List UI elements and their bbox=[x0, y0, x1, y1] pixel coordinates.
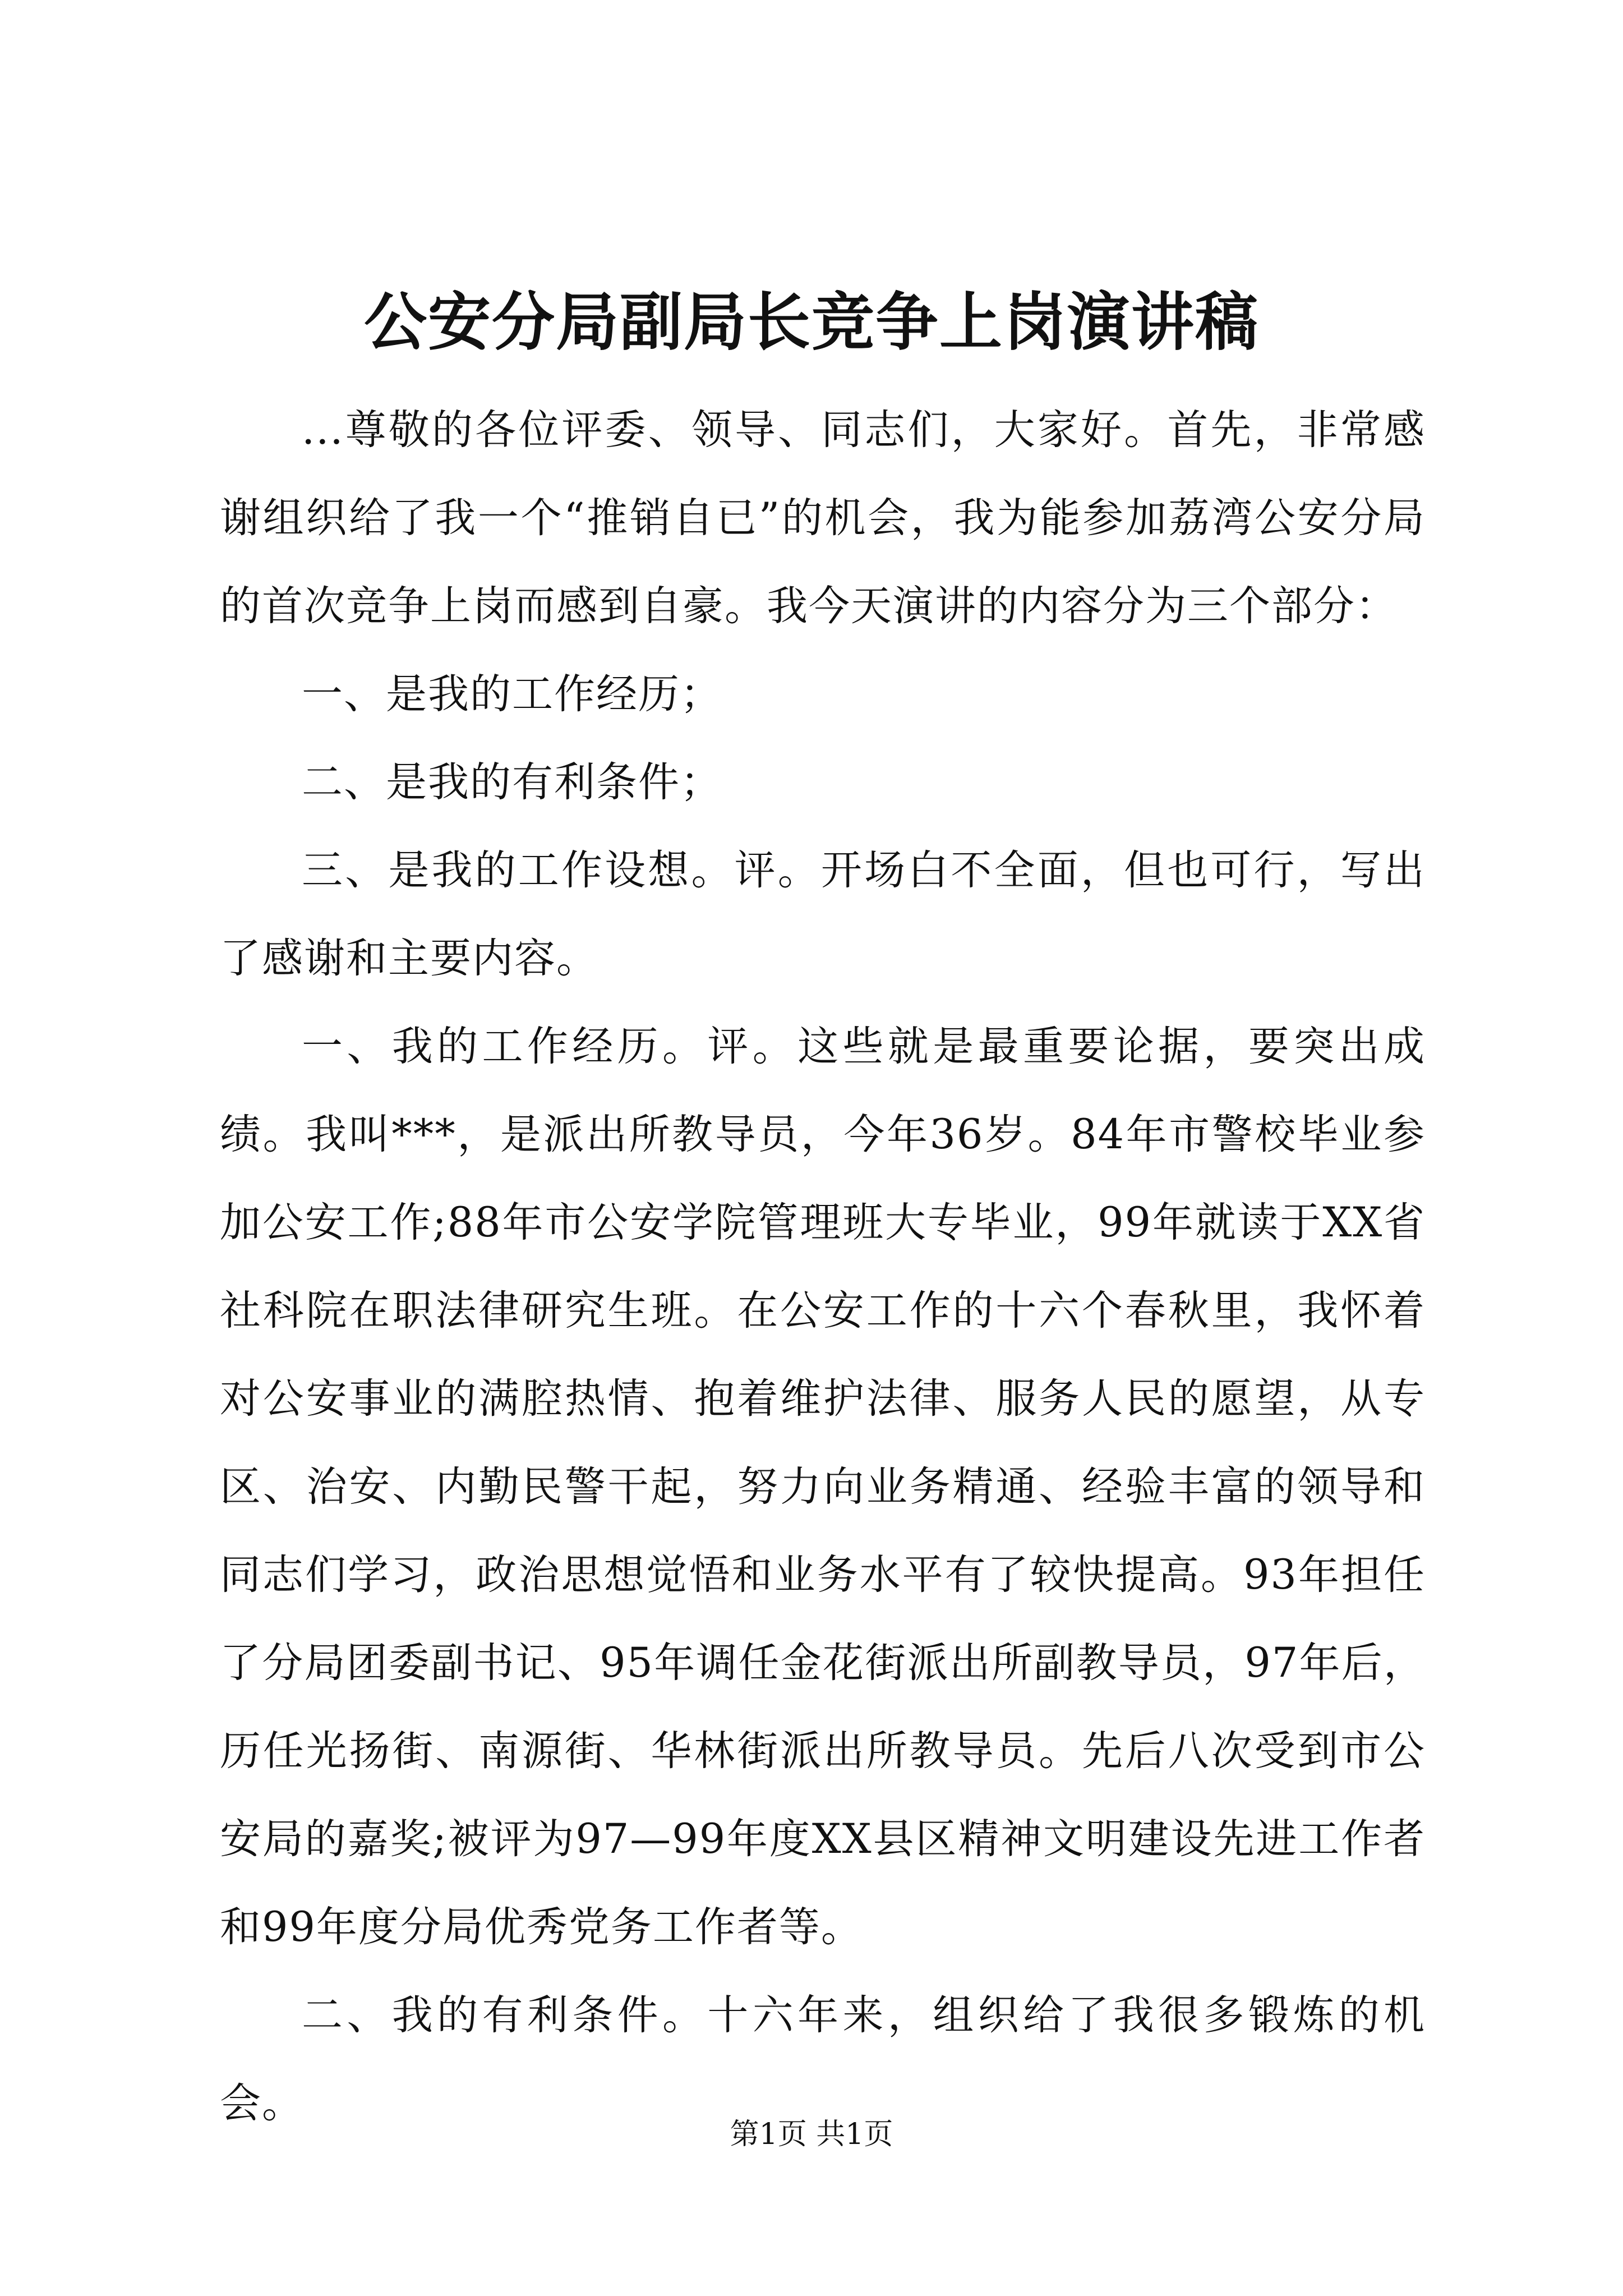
document-body bbox=[220, 386, 1426, 2147]
paragraph-outline-2: 二、是我的有利条件； bbox=[302, 758, 722, 806]
paragraph-advantages: 二、我的有利条件。十六年来，组织给了我很多锻炼的机会。 bbox=[220, 1991, 1426, 2127]
paragraph-intro: ...尊敬的各位评委、领导、同志们，大家好。首先，非常感谢组织给了我一个“推销自已”的机会，我为能参加荔湾公安分局的首次竞争上岗而感到自豪。我今天演讲的内容分为三个部分： bbox=[220, 406, 1426, 630]
page-footer: 第1页 共1页 bbox=[730, 2118, 893, 2151]
paragraph-work-experience: 一、我的工作经历。评。这些就是最重要论据，要突出成绩。我叫***，是派出所教导员，今年36岁。84年市警校毕业参加公安工作;88年市公安学院管理班大专毕业，99年就读于XX省社科院在职法律研究生班。在公安工作的十六个春秋里，我怀着对公安事业的满腔热情、抱着维护法律、服务人民的愿望，从专区、治安、内勤民警干起，努力向业务精通、经验丰富的领导和同志们学习，政治思想觉悟和业务水平有了较快提高。93年担任了分局团委副书记、95年调任金花街派出所副教导员，97年后，历任光扬街、南源街、华林街派出所教导员。先后八次受到市公安局的嘉奖;被评为97—99年度XX县区精神文明建设先进工作者和99年度分局优秀党务工作者等。 bbox=[220, 1023, 1426, 1951]
paragraph-outline-3: 三、是我的工作设想。评。开场白不全面，但也可行，写出了感谢和主要内容。 bbox=[220, 846, 1426, 982]
paragraph-outline-1: 一、是我的工作经历； bbox=[302, 670, 722, 718]
document-title: 公安分局副局长竞争上岗演讲稿 bbox=[364, 286, 1259, 359]
